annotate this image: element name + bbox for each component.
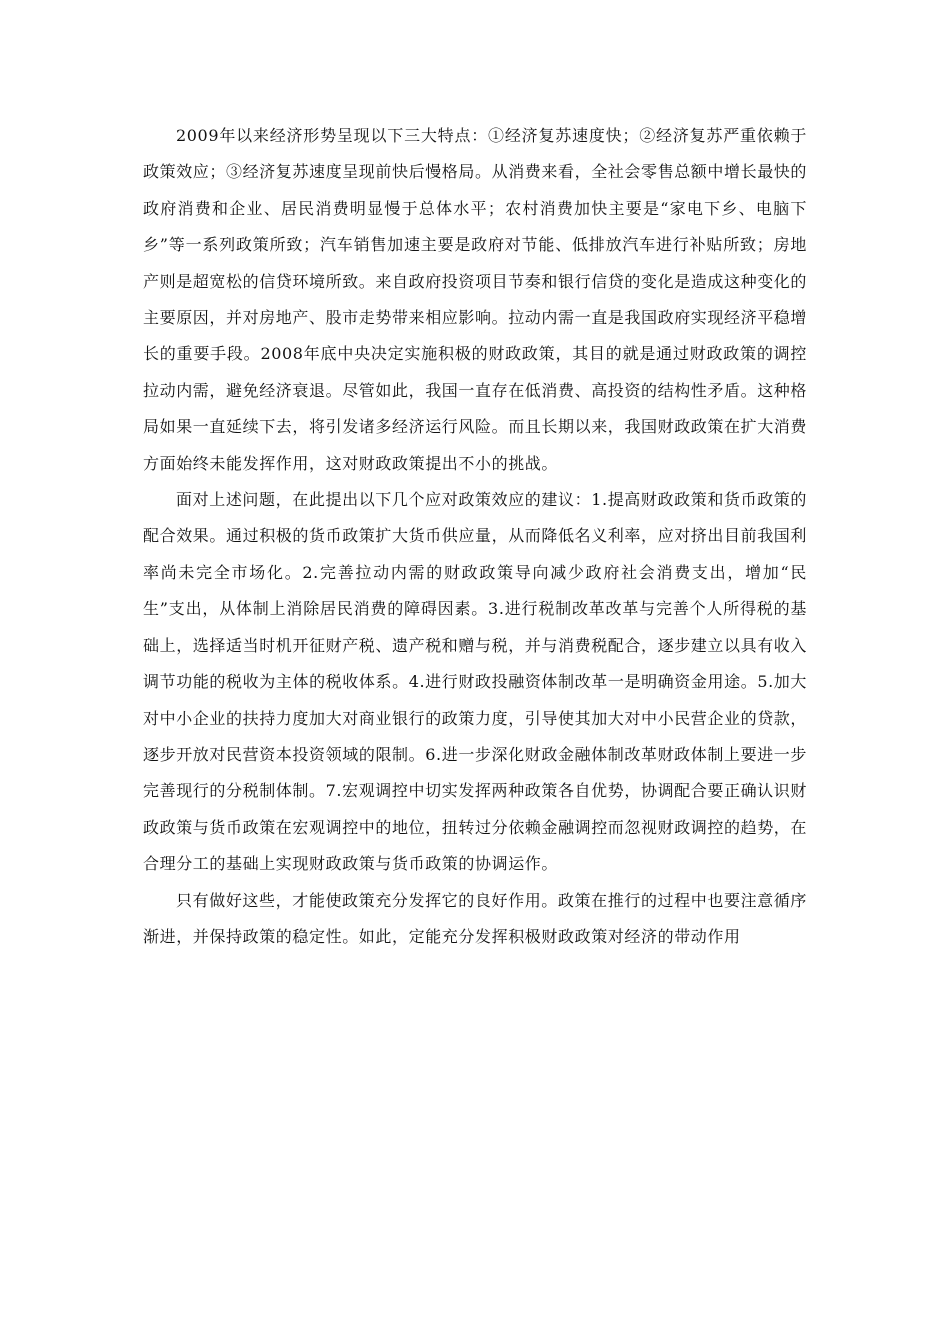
paragraph-economic-situation: 2009年以来经济形势呈现以下三大特点：①经济复苏速度快；②经济复苏严重依赖于政策效应；③经济复苏速度呈现前快后慢格局。从消费来看，全社会零售总额中增长最快的政府消费和企业、居民消费明显慢于总体水平；农村消费加快主要是“家电下乡、电脑下乡”等一系列政策所致；汽车销售加速主要是政府对节能、低排放汽车进行补贴所致；房地产则是超宽松的信贷环境所致。来自政府投资项目节奏和银行信贷的变化是造成这种变化的主要原因，并对房地产、股市走势带来相应影响。拉动内需一直是我国政府实现经济平稳增长的重要手段。2008年底中央决定实施积极的财政政策，其目的就是通过财政政策的调控拉动内需，避免经济衰退。尽管如此，我国一直存在低消费、高投资的结构性矛盾。这种格局如果一直延续下去，将引发诸多经济运行风险。而且长期以来，我国财政政策在扩大消费方面始终未能发挥作用，这对财政政策提出不小的挑战。 [143, 126, 808, 473]
paragraph-conclusion: 只有做好这些，才能使政策充分发挥它的良好作用。政策在推行的过程中也要注意循序渐进，并保持政策的稳定性。如此，定能充分发挥积极财政政策对经济的带动作用 [143, 890, 807, 946]
document-body [143, 118, 807, 955]
paragraph-policy-suggestions: 面对上述问题，在此提出以下几个应对政策效应的建议：1.提高财政政策和货币政策的配合效果。通过积极的货币政策扩大货币供应量，从而降低名义利率，应对挤出目前我国利率尚未完全市场化。2.完善拉动内需的财政政策导向减少政府社会消费支出，增加“民生”支出，从体制上消除居民消费的障碍因素。3.进行税制改革改革与完善个人所得税的基础上，选择适当时机开征财产税、遗产税和赠与税，并与消费税配合，逐步建立以具有收入调节功能的税收为主体的税收体系。4.进行财政投融资体制改革一是明确资金用途。5.加大对中小企业的扶持力度加大对商业银行的政策力度，引导使其加大对中小民营企业的贷款，逐步开放对民营资本投资领域的限制。6.进一步深化财政金融体制改革财政体制上要进一步完善现行的分税制体制。7.宏观调控中切实发挥两种政策各自优势，协调配合要正确认识财政政策与货币政策在宏观调控中的地位，扭转过分依赖金融调控而忽视财政调控的趋势，在合理分工的基础上实现财政政策与货币政策的协调运作。 [143, 490, 808, 874]
